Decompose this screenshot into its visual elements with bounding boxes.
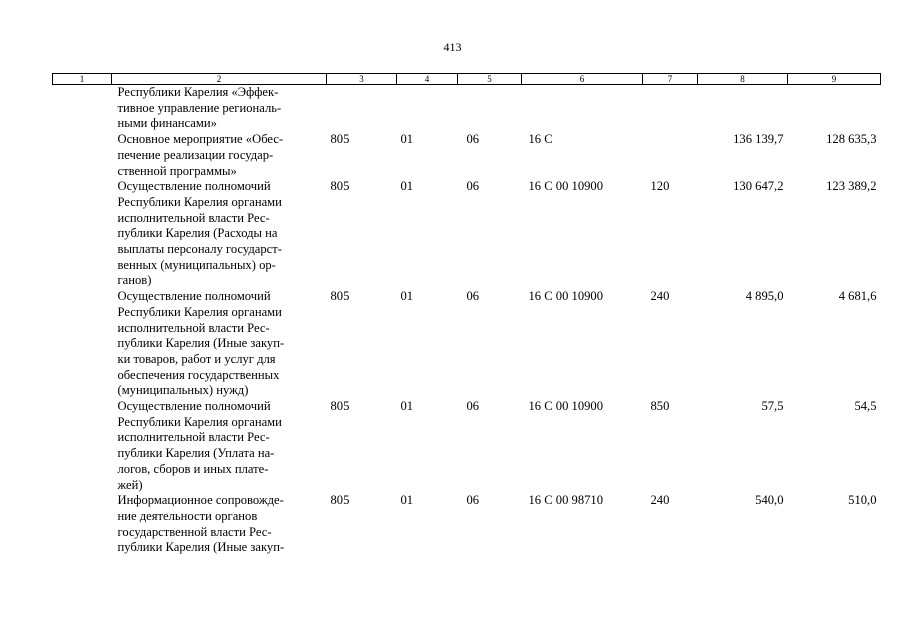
cell-amount-2 <box>788 85 881 133</box>
cell-expense-type: 850 <box>650 399 670 414</box>
row-name-cell: Осуществление полномочий Республики Карелия органами исполнительной власти Рес- публики Карелия (Уплата на- логов, сборов и иных плате- жей) <box>117 399 282 492</box>
cell-section: 01 <box>400 399 414 414</box>
table-row <box>53 289 881 399</box>
cell-subsection: 06 <box>466 289 480 304</box>
cell-ministry <box>327 85 397 133</box>
cell-target-article: 16 С <box>528 132 553 147</box>
table-row <box>53 399 881 493</box>
row-name-cell: Основное мероприятие «Обес- печение реализации государ- ственной программы» <box>117 132 284 178</box>
cell-section: 01 <box>400 132 414 147</box>
cell-ministry: 805 <box>330 179 350 194</box>
cell-amount-2: 128 635,3 <box>826 132 877 147</box>
cell-section <box>397 85 458 133</box>
cell-amount-2: 510,0 <box>848 493 877 508</box>
column-header: 2 <box>112 74 327 85</box>
cell-target-article: 16 С 00 10900 <box>528 289 604 304</box>
cell-amount-2: 123 389,2 <box>826 179 877 194</box>
cell-ministry: 805 <box>330 399 350 414</box>
row-number-cell <box>53 493 112 556</box>
table-row <box>53 493 881 556</box>
column-header: 3 <box>327 74 397 85</box>
cell-subsection: 06 <box>466 179 480 194</box>
row-name-cell: Осуществление полномочий Республики Карелия органами исполнительной власти Рес- публики Карелия (Расходы на выплаты персоналу государст- венных (муниципальных) ор- ганов) <box>117 179 282 288</box>
cell-amount-1: 540,0 <box>755 493 784 508</box>
column-header: 5 <box>458 74 522 85</box>
row-name-cell: Республики Карелия «Эффек- тивное управление региональ- ными финансами» <box>117 85 282 131</box>
row-number-cell <box>53 179 112 289</box>
cell-ministry: 805 <box>330 132 350 147</box>
row-name-cell: Осуществление полномочий Республики Карелия органами исполнительной власти Рес- публики Карелия (Иные закуп- ки товаров, работ и услуг для обеспечения государственных (муниципальных) нужд) <box>117 289 285 398</box>
cell-amount-1 <box>698 85 788 133</box>
row-number-cell <box>53 289 112 399</box>
cell-amount-1: 136 139,7 <box>733 132 784 147</box>
cell-subsection: 06 <box>466 493 480 508</box>
table-row <box>53 132 881 179</box>
cell-target-article: 16 С 00 98710 <box>528 493 604 508</box>
table-row <box>53 179 881 289</box>
row-number-cell <box>53 399 112 493</box>
cell-subsection: 06 <box>466 132 480 147</box>
cell-expense-type <box>643 132 698 179</box>
cell-expense-type: 240 <box>650 493 670 508</box>
cell-section: 01 <box>400 179 414 194</box>
page-number: 413 <box>443 40 462 54</box>
row-number-cell <box>53 132 112 179</box>
table-header-row <box>53 74 881 85</box>
row-name-cell: Информационное сопровожде- ние деятельности органов государственной власти Рес- публики Карелия (Иные закуп- <box>117 493 285 555</box>
cell-section: 01 <box>400 289 414 304</box>
cell-ministry: 805 <box>330 493 350 508</box>
budget-table <box>52 73 881 556</box>
cell-amount-2: 4 681,6 <box>838 289 877 304</box>
column-header: 4 <box>397 74 458 85</box>
cell-amount-1: 4 895,0 <box>745 289 784 304</box>
cell-amount-1: 57,5 <box>761 399 784 414</box>
cell-amount-2: 54,5 <box>854 399 877 414</box>
cell-target-article <box>522 85 643 133</box>
column-header: 1 <box>53 74 112 85</box>
cell-target-article: 16 С 00 10900 <box>528 399 604 414</box>
cell-subsection: 06 <box>466 399 480 414</box>
cell-expense-type: 120 <box>650 179 670 194</box>
column-header: 6 <box>522 74 643 85</box>
cell-target-article: 16 С 00 10900 <box>528 179 604 194</box>
cell-section: 01 <box>400 493 414 508</box>
cell-ministry: 805 <box>330 289 350 304</box>
cell-amount-1: 130 647,2 <box>733 179 784 194</box>
column-header: 7 <box>643 74 698 85</box>
cell-expense-type: 240 <box>650 289 670 304</box>
column-header: 9 <box>788 74 881 85</box>
column-header: 8 <box>698 74 788 85</box>
cell-subsection <box>458 85 522 133</box>
cell-expense-type <box>643 85 698 133</box>
row-number-cell <box>53 85 112 133</box>
table-row <box>53 85 881 133</box>
